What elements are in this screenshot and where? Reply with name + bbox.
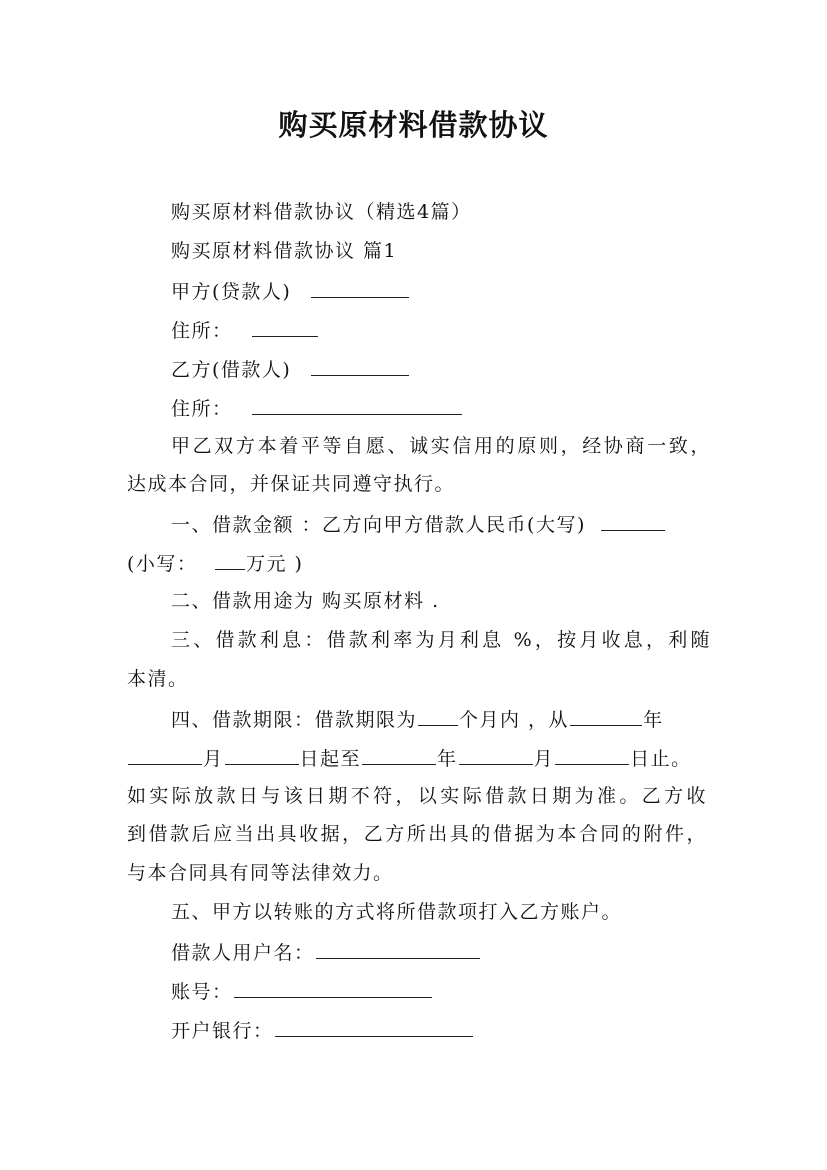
intro-line: 购买原材料借款协议（精选4篇） xyxy=(171,201,472,223)
clause-3-line-1: 三、借款利息：借款利率为月利息 %，按月收息，利随 xyxy=(171,629,711,651)
section-heading: 购买原材料借款协议 篇1 xyxy=(171,240,398,262)
account-row xyxy=(171,977,711,1005)
username-row xyxy=(171,938,711,966)
clause-2: 二、借款用途为 购买原材料 . xyxy=(171,590,440,612)
paragraph-1-line-2: 达成本合同，并保证共同遵守执行。 xyxy=(127,473,456,495)
amount-lowercase-label: (小写： xyxy=(127,553,198,575)
party-a-address-blank xyxy=(252,316,318,337)
end-year-label: 年 xyxy=(437,748,458,770)
amount-lowercase-blank xyxy=(215,549,245,570)
party-a-row xyxy=(171,277,711,305)
end-month-label: 月 xyxy=(533,748,555,770)
clause-5: 五、甲方以转账的方式将所借款项打入乙方账户。 xyxy=(171,901,623,923)
party-b-address-label: 住所： xyxy=(171,398,233,420)
clause-1-line-1 xyxy=(171,510,711,538)
clause-4-line-3: 如实际放款日与该日期不符，以实际借款日期为准。乙方收 xyxy=(127,785,707,807)
party-a-address-label: 住所： xyxy=(171,320,233,342)
party-b-address-row xyxy=(171,394,711,422)
party-b-address-blank xyxy=(252,394,462,415)
bank-row xyxy=(171,1016,711,1044)
clause-4-line-2 xyxy=(127,744,707,772)
start-year-blank xyxy=(570,705,642,726)
party-a-blank xyxy=(311,277,409,298)
clause-4-line-1 xyxy=(171,705,711,733)
username-blank xyxy=(316,938,480,959)
clause-1-line-2 xyxy=(127,549,707,577)
end-day-label: 日止。 xyxy=(630,748,692,770)
bank-label: 开户银行： xyxy=(171,1020,274,1042)
amount-unit: 万元 ) xyxy=(245,553,304,575)
clause-4-line-5: 与本合同具有同等法律效力。 xyxy=(127,862,394,884)
months-blank xyxy=(418,705,458,726)
amount-uppercase-blank xyxy=(601,510,665,531)
start-month-blank xyxy=(128,744,202,765)
end-day-blank xyxy=(555,744,629,765)
end-month-blank xyxy=(459,744,533,765)
party-b-blank xyxy=(311,355,409,376)
party-a-label: 甲方(贷款人) xyxy=(171,281,292,303)
username-label: 借款人用户名： xyxy=(171,942,315,964)
term-from-text: 个月内 ，从 xyxy=(459,709,570,731)
paragraph-1-line-1: 甲乙双方本着平等自愿、诚实信用的原则，经协商一致， xyxy=(171,435,711,457)
clause-3-line-2: 本清。 xyxy=(127,668,189,690)
party-b-label: 乙方(借款人) xyxy=(171,359,292,381)
clause-1-text: 一、借款金额 ：乙方向甲方借款人民币(大写) xyxy=(171,514,586,536)
term-label: 四、借款期限：借款期限为 xyxy=(171,709,418,731)
start-day-blank xyxy=(225,744,299,765)
party-a-address-row xyxy=(171,316,711,344)
bank-blank xyxy=(275,1016,473,1037)
clause-4-line-4: 到借款后应当出具收据，乙方所出具的借据为本合同的附件， xyxy=(127,823,707,845)
start-year-label: 年 xyxy=(643,709,664,731)
start-day-label: 日起至 xyxy=(299,748,362,770)
account-blank xyxy=(234,977,432,998)
party-b-row xyxy=(171,355,711,383)
start-month-label: 月 xyxy=(203,748,224,770)
account-label: 账号： xyxy=(171,981,233,1003)
document-title: 购买原材料借款协议 xyxy=(278,108,549,142)
end-year-blank xyxy=(362,744,436,765)
